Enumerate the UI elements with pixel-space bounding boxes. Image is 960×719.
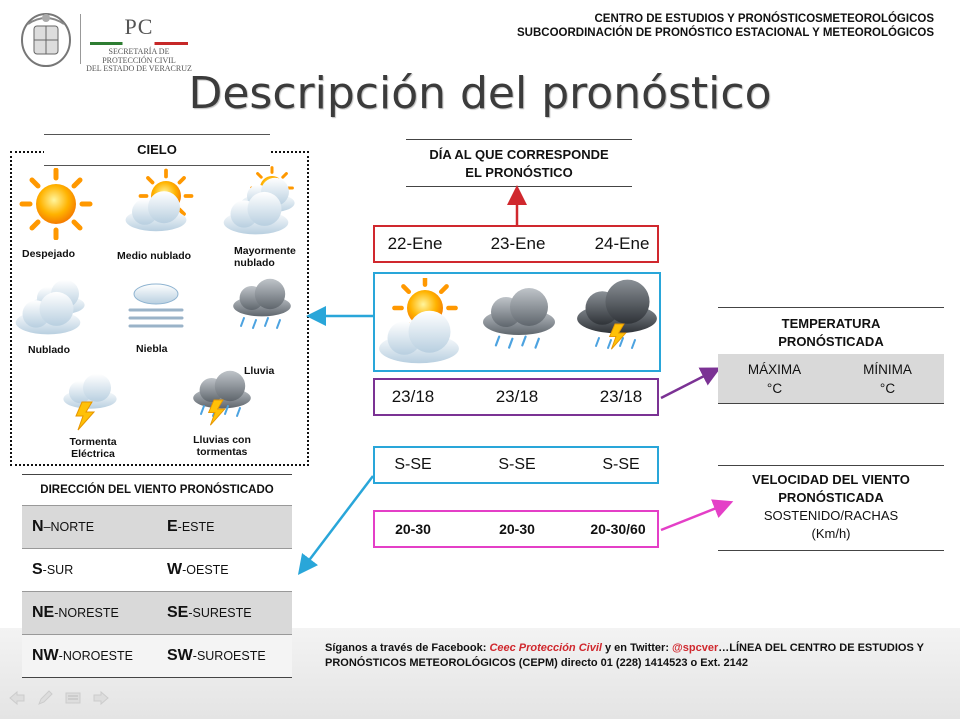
day-2: 23-Ene [490,234,546,253]
next-slide-icon[interactable] [92,690,110,706]
wind-speed-1: 20-30 [395,521,431,537]
dir-abbr: S [32,561,43,578]
dir-abbr: SW [167,647,193,664]
previous-slide-icon[interactable] [8,690,26,706]
dir-abbr: NW [32,647,59,664]
sun-icon [18,168,94,240]
cielo-label-mayormente-nublado: Mayormente nublado [234,245,296,269]
dir-name: -ESTE [177,520,215,534]
dir-abbr: NE [32,604,55,621]
dir-abbr: E [167,518,178,535]
cielo-label: CIELO [44,134,270,166]
temp-1: 23/18 [391,387,435,406]
logo-line-2: PROTECCIÓN CIVIL [102,55,176,65]
direccion-row [22,634,292,678]
direccion-row [22,548,292,591]
dir-name: -OESTE [182,563,229,577]
cielo-label-niebla: Niebla [136,343,168,355]
forecast-wind-speed-row [373,510,659,548]
temperatura-sub [718,354,944,403]
maxima-col [718,354,831,403]
pc-logo-text: PC [124,14,154,39]
footer-part-3: …LÍNEA DEL CENTRO DE ESTUDIOS Y PRONÓSTICOS METEOROLÓGICOS (CEPM) directo 01 (228) 1414523 o Ext. 2142 [325,642,924,669]
footer-part-2: y en Twitter: [601,642,673,654]
direccion-row [22,591,292,634]
logo-line-1: SECRETARÍA DE [108,47,170,56]
viento-title-line-1: VELOCIDAD DEL VIENTO [752,472,910,487]
dir-abbr: N [32,518,44,535]
temperatura-title [718,308,944,354]
logo-line-3: DEL ESTADO DE VERACRUZ [86,64,192,73]
pen-icon[interactable] [36,690,54,706]
proteccion-civil-logo [86,14,192,74]
dia-label-line-1: DÍA AL QUE CORRESPONDE [429,147,609,162]
direccion-cell [22,604,157,622]
dia-label-line-2: EL PRONÓSTICO [465,165,573,180]
direccion-cell [22,647,157,665]
footer-part-1: Síganos a través de Facebook: [325,642,490,654]
cielo-label-medio-nublado: Medio nublado [117,250,192,262]
dir-abbr: W [167,561,183,578]
forecast-wind-dir-row [373,446,659,484]
dir-name: -NOROESTE [58,649,133,663]
cielo-label-lluvias-con-tormentas: Lluvias con tormentas [193,434,251,458]
dir-name: -SUROESTE [192,649,266,663]
footer-contact-text [325,641,925,671]
wind-dir-1: S-SE [394,456,432,473]
maxima-label: MÁXIMA [747,362,802,377]
direccion-cell [22,561,157,579]
dia-pronostico-label [406,139,632,187]
wind-speed-3: 20-30/60 [590,521,646,537]
partly-cloudy-icon [375,278,471,368]
partly-cloudy-icon [122,168,198,240]
maxima-unit: °C [766,381,783,396]
slide-nav [8,690,110,706]
viento-panel [718,465,944,551]
cloudy-icon [14,276,90,336]
direccion-row [22,505,292,548]
logo-divider [80,14,81,64]
wind-dir-2: S-SE [498,456,536,473]
direccion-cell [157,604,292,622]
twitter-link[interactable]: @spcver [672,642,719,654]
dir-name: -SURESTE [188,606,252,620]
forecast-icons-row [373,272,661,372]
wind-speed-2: 20-30 [499,521,535,537]
header-institution [517,12,934,40]
arrow-to-viento [661,505,724,530]
cielo-label-tormenta-electrica: Tormenta Eléctrica [69,436,117,460]
day-1: 22-Ene [387,234,443,253]
viento-line-3: SOSTENIDO/RACHAS [763,508,899,523]
day-3: 24-Ene [594,234,650,253]
menu-icon[interactable] [64,690,82,706]
temperatura-panel [718,307,944,404]
viento-title-line-2: PRONÓSTICADA [778,490,884,505]
rain-icon [477,282,561,368]
page-title: Descripción del pronóstico [188,68,772,119]
mostly-cloudy-icon [220,166,304,238]
dir-abbr: SE [167,604,189,621]
header-line-1: CENTRO DE ESTUDIOS Y PRONÓSTICOSMETEOROLÓGICOS [594,13,934,25]
thunderstorm-icon [52,372,124,436]
direccion-cell [157,518,292,536]
rain-thunder-icon [184,370,260,434]
minima-label: MÍNIMA [863,362,912,377]
rain-thunder-icon [571,278,663,368]
cielo-label-nublado: Nublado [28,344,70,356]
minima-unit: °C [879,381,896,396]
rain-icon [226,278,298,338]
dir-name: -NORESTE [54,606,119,620]
dir-name: –NORTE [43,520,95,534]
temp-2: 23/18 [495,387,539,406]
direccion-title: DIRECCIÓN DEL VIENTO PRONÓSTICADO [22,474,292,505]
arrow-to-temperatura [661,372,712,398]
arrow-to-direccion [304,476,373,567]
forecast-days-row [373,225,659,263]
veracruz-seal-logo [18,10,74,68]
minima-col [831,354,944,403]
direccion-cell [157,647,292,665]
wind-dir-3: S-SE [602,456,640,473]
header-line-2: SUBCOORDINACIÓN DE PRONÓSTICO ESTACIONAL Y METEOROLÓGICOS [516,27,934,39]
temperatura-title-line-2: PRONÓSTICADA [778,334,884,349]
viento-line-4: (Km/h) [811,526,851,541]
forecast-temps-row [373,378,659,416]
facebook-link[interactable]: Ceec Protección Civil [489,642,602,654]
cielo-label-despejado: Despejado [22,248,76,260]
temp-3: 23/18 [599,387,643,406]
direccion-cell [22,518,157,536]
cielo-label-lluvia: Lluvia [244,365,275,377]
direccion-cell [157,561,292,579]
dir-name: -SUR [42,563,74,577]
temperatura-title-line-1: TEMPERATURA [781,316,881,331]
direccion-table [22,474,292,678]
fog-icon [124,278,188,338]
flag-bar [90,42,188,45]
